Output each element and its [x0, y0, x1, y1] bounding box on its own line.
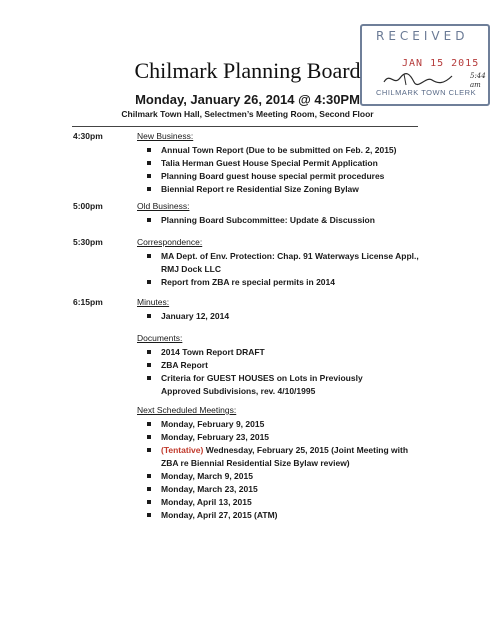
section-heading: New Business:	[137, 131, 194, 141]
list-item: Monday, March 23, 2015	[147, 483, 426, 496]
list-item-text: (Tentative) Wednesday, February 25, 2015 (Joint Meeting with ZBA re Biennial Residential Size Bylaw review)	[161, 445, 409, 468]
stamp-office: CHILMARK TOWN CLERK	[376, 88, 477, 97]
section-time: 4:30pm	[73, 131, 103, 141]
header-divider	[72, 126, 418, 127]
list-item: Monday, April 27, 2015 (ATM)	[147, 509, 426, 522]
stamp-label: RECEIVED	[376, 29, 469, 43]
item-list	[147, 250, 426, 289]
list-item	[147, 250, 426, 276]
tentative-label: (Tentative)	[161, 445, 204, 455]
section-time: 5:30pm	[73, 237, 103, 247]
list-item: Monday, March 9, 2015	[147, 470, 426, 483]
item-list	[147, 144, 397, 196]
stamp-time: 5:44 am	[470, 72, 486, 89]
list-item: Monday, April 13, 2015	[147, 496, 426, 509]
section-heading: Minutes:	[137, 297, 170, 307]
list-item: ZBA Report	[147, 359, 401, 372]
section-time: 6:15pm	[73, 297, 103, 307]
list-item: Biennial Report re Residential Size Zoning Bylaw	[147, 183, 397, 196]
document-title: Chilmark Planning Board	[134, 58, 361, 83]
list-item: Report from ZBA re special permits in 2014	[147, 276, 426, 289]
list-item-text: MA Dept. of Env. Protection: Chap. 91 Waterways License Appl., RMJ Dock LLC	[161, 251, 419, 274]
section-time: 5:00pm	[73, 201, 103, 211]
list-item: Planning Board guest house special permit procedures	[147, 170, 397, 183]
meeting-date: Monday, January 26, 2014 @ 4:30PM	[135, 92, 360, 107]
list-item: Planning Board Subcommittee: Update & Discussion	[147, 214, 375, 227]
list-item	[147, 444, 426, 470]
section-heading: Documents:	[137, 333, 183, 343]
list-item: Annual Town Report (Due to be submitted on Feb. 2, 2015)	[147, 144, 397, 157]
list-item-text: Criteria for GUEST HOUSES on Lots in Previously Approved Subdivisions, rev. 4/10/1995	[161, 373, 363, 396]
item-list	[147, 214, 375, 227]
meeting-location: Chilmark Town Hall, Selectmen’s Meeting Room, Second Floor	[121, 109, 374, 119]
section-heading: Next Scheduled Meetings:	[137, 405, 237, 415]
list-item: Talia Herman Guest House Special Permit Application	[147, 157, 397, 170]
section-heading: Old Business:	[137, 201, 190, 211]
stamp-date: JAN 15 2015	[402, 58, 480, 69]
section-heading: Correspondence:	[137, 237, 203, 247]
list-item: Monday, February 9, 2015	[147, 418, 426, 431]
item-list	[147, 310, 229, 323]
list-item: January 12, 2014	[147, 310, 229, 323]
list-item: 2014 Town Report DRAFT	[147, 346, 401, 359]
list-item	[147, 372, 401, 398]
item-list	[147, 418, 426, 522]
item-list	[147, 346, 401, 398]
list-item: Monday, February 23, 2015	[147, 431, 426, 444]
